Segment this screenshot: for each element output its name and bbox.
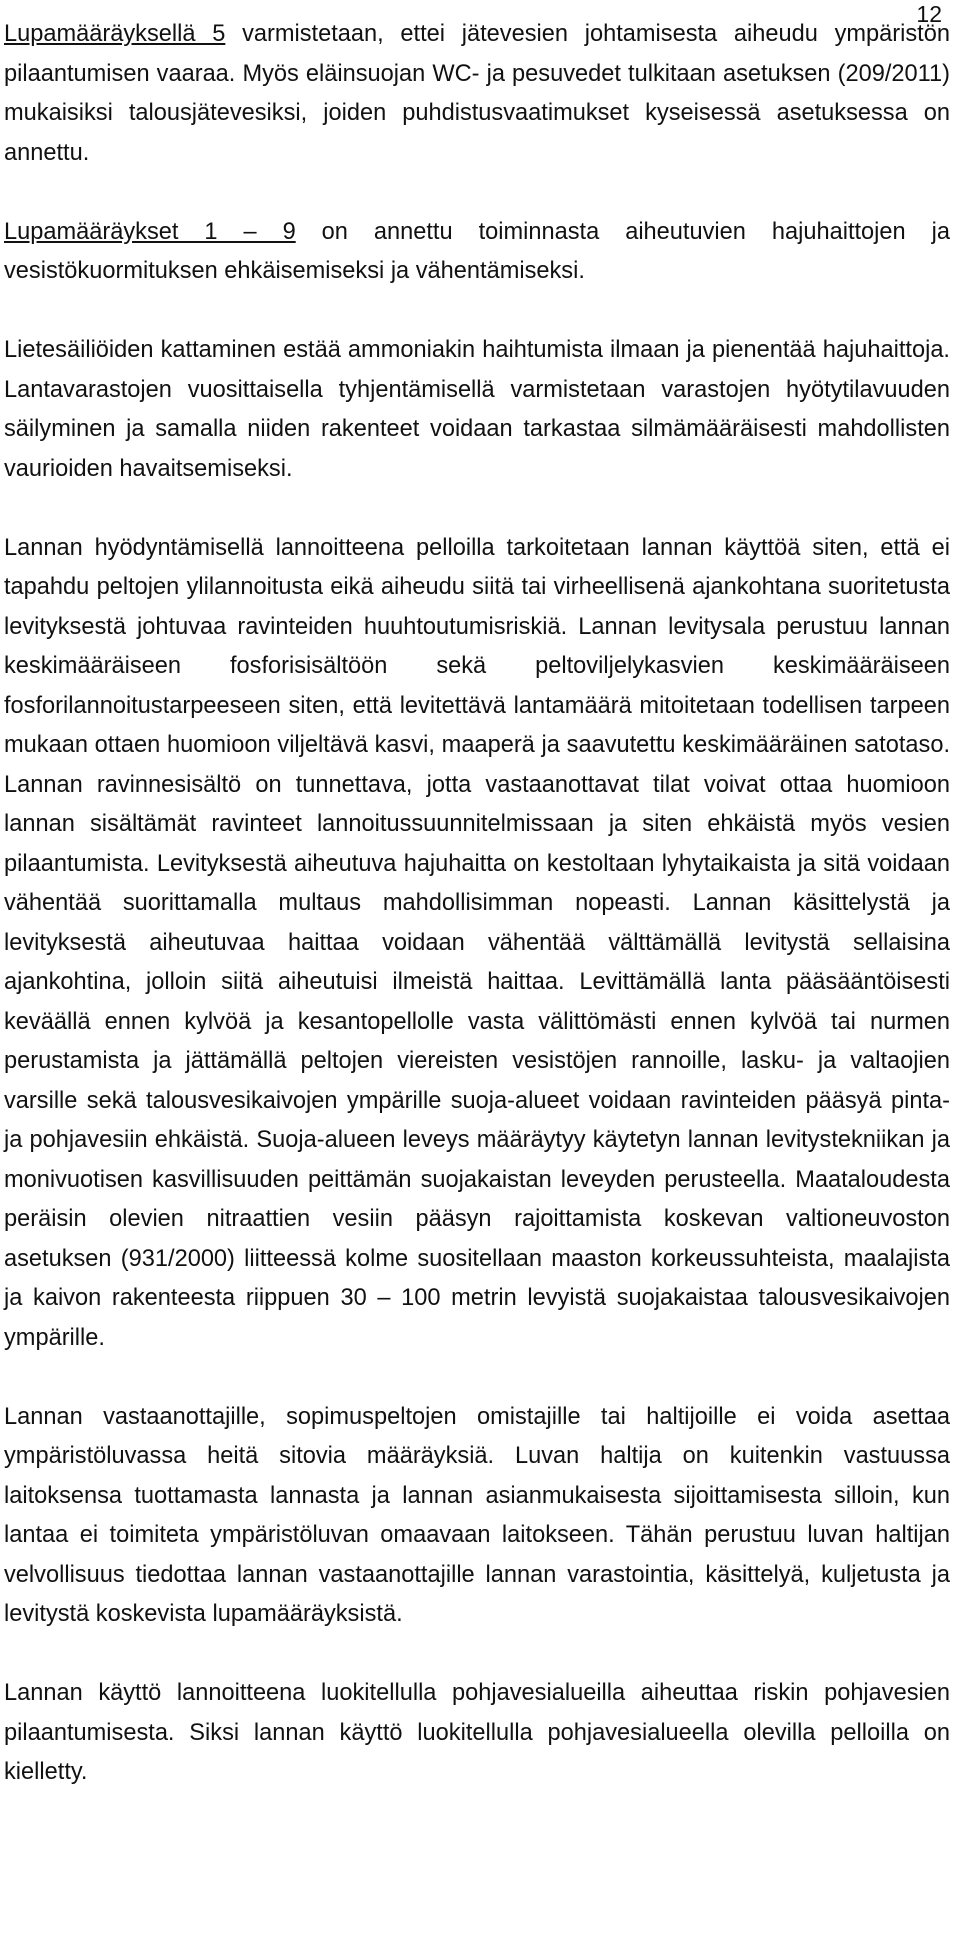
paragraph-manure-use (4, 529, 950, 1359)
paragraph-text: on annettu toiminnasta aiheutuvien hajuhaittojen ja vesistökuormituksen ehkäisemiseksi ja vähentämiseksi. (4, 218, 950, 284)
permit-condition-reference: Lupamääräykset 1 – 9 (4, 218, 296, 245)
paragraph-permit-condition-5 (4, 15, 950, 173)
permit-condition-reference: Lupamääräyksellä 5 (4, 21, 226, 47)
paragraph-manure-recipients (4, 1398, 950, 1635)
paragraph-text: Lannan vastaanottajille, sopimuspeltojen omistajille tai haltijoille ei voida asettaa ympäristöluvassa heitä sitovia määräyksiä. Luvan haltija on kuitenkin vastuussa laitoksensa tuottamasta lannasta ja lannan asianmukaisesta sijoittamisesta silloin, kun lantaa ei toimiteta ympäristöluvan omaavaan laitokseen. Tähän perustuu luvan haltijan velvollisuus tiedottaa lannan vastaanottajille lannan varastointia, käsittelyä, kuljetusta ja levitystä koskevista lupamääräyksistä. (4, 1403, 950, 1627)
paragraph-groundwater-areas (4, 1674, 950, 1793)
page-number: 12 (916, 1, 942, 27)
paragraph-permit-conditions-1-9 (4, 213, 950, 292)
paragraph-text: varmistetaan, ettei jätevesien johtamisesta aiheudu ympäristön pilaantumisen vaaraa. Myös eläinsuojan WC- ja pesuvedet tulkitaan asetuksen (209/2011) mukaisiksi talousjätevesiksi, joiden puhdistusvaatimukset kyseisessä asetuksessa on annettu. (4, 21, 950, 166)
paragraph-text: Lannan käyttö lannoitteena luokitellulla pohjavesialueilla aiheuttaa riskin pohjavesien pilaantumisesta. Siksi lannan käyttö luokitellulla pohjavesialueella olevilla pelloilla on kielletty. (4, 1680, 950, 1785)
paragraph-text: Lietesäiliöiden kattaminen estää ammoniakin haihtumista ilmaan ja pienentää hajuhaittoja. Lantavarastojen vuosittaisella tyhjentämisellä varmistetaan varastojen hyötytilavuuden säilyminen ja samalla niiden rakenteet voidaan tarkastaa silmämääräisesti mahdollisten vaurioiden havaitsemiseksi. (4, 337, 950, 482)
paragraph-text: Lannan hyödyntämisellä lannoitteena pelloilla tarkoitetaan lannan käyttöä siten, että ei tapahdu peltojen ylilannoitusta eikä aiheudu siitä tai virheellisenä ajankohtana suoritetusta levityksestä johtuvaa ravinteiden huuhtoutumisriskiä. Lannan levitysala perustuu lannan keskimääräiseen fosforisisältöön sekä peltoviljelykasvien keskimääräiseen fosforilannoitustarpeeseen siten, että levitettävä lantamäärä mitoitetaan todellisen tarpeen mukaan ottaen huomioon viljeltävä kasvi, maaperä ja saavutettu keskimääräinen satotaso. Lannan ravinnesisältö on tunnettava, jotta vastaanottavat tilat voivat ottaa huomioon lannan sisältämät ravinteet lannoitussuunnitelmissaan ja siten ehkäistä myös vesien pilaantumista. Levityksestä aiheutuva hajuhaitta on kestoltaan lyhytaikaista ja sitä voidaan vähentää suorittamalla multaus mahdollisimman nopeasti. Lannan käsittelystä ja levityksestä aiheutuvaa haittaa voidaan vähentää välttämällä levitystä sellaisina ajankohtina, jolloin siitä aiheutuisi ilmeistä haittaa. Levittämällä lanta pääsääntöisesti keväällä ennen kylvöä ja kesantopellolle vasta välittömästi ennen kylvöä tai nurmen perustamista ja jättämällä peltojen viereisten vesistöjen rannoille, lasku- ja valtaojien varsille sekä talousvesikaivojen ympärille suoja-alueet voidaan ravinteiden pääsyä pinta- ja pohjavesiin ehkäistä. Suoja-alueen leveys määräytyy käytetyn lannan levitystekniikan ja monivuotisen kasvillisuuden peittämän suojakaistan leveyden perusteella. Maataloudesta peräisin olevien nitraattien vesiin pääsyn rajoittamista koskevan valtioneuvoston asetuksen (931/2000) liitteessä kolme suositellaan maaston korkeussuhteista, maalajista ja kaivon rakenteesta riippuen 30 – 100 metrin levyistä suojakaistaa talousvesikaivojen ympärille. (4, 534, 950, 1351)
paragraph-slurry-tanks (4, 331, 950, 489)
document-body (4, 15, 950, 1793)
